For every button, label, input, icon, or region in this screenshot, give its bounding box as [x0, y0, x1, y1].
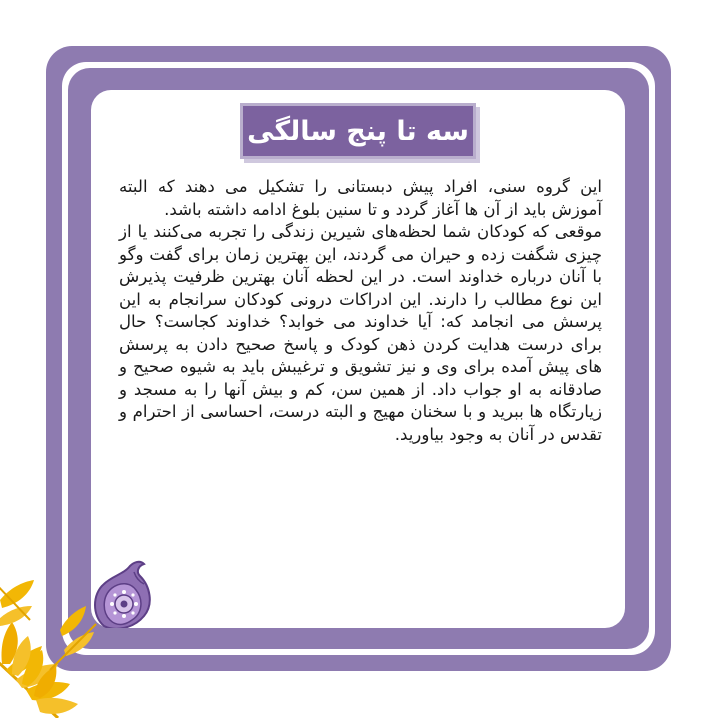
- paragraph-2: موقعی که کودکان شما لحظه‌های شیرین زندگی را تجربه می‌کنند یا از چیزی شگفت زده و حیران می گردند، این بهترین زمان برای گفت وگو با آنان درباره خداوند است. در این لحظه آنان بهترین ظرفیت پذیرش این نوع مطالب را دارند. این ادراکات درونی کودکان سرانجام به این پرسش می انجامد که: آیا خداوند می خوابد؟ خداوند کجاست؟ حال برای درست هدایت کردن ذهن کودک و پاسخ صحیح دادن به پرسش های پیش آمده برای وی و نیز تشویق و ترغیبش باید به شیوه صحیح و صادقانه به او جواب داد. از همین سن، کم و بیش آنها را به مسجد و زیارتگاه ها ببرید و با سخنان مهیج و البته درست، احساسی از احترام و تقدس در آنان به وجود بیاورید.: [119, 222, 602, 444]
- page-title: سه تا پنج سالگی: [247, 115, 469, 147]
- article-body: [119, 176, 602, 446]
- autumn-leaves: [0, 560, 110, 718]
- paragraph-1: این گروه سنی، افراد پیش دبستانی را تشکیل می دهند که البته آموزش باید از آن ها آغاز گردد و تا سنین بلوغ ادامه داشته باشد.: [119, 177, 602, 219]
- title-badge: [240, 103, 476, 159]
